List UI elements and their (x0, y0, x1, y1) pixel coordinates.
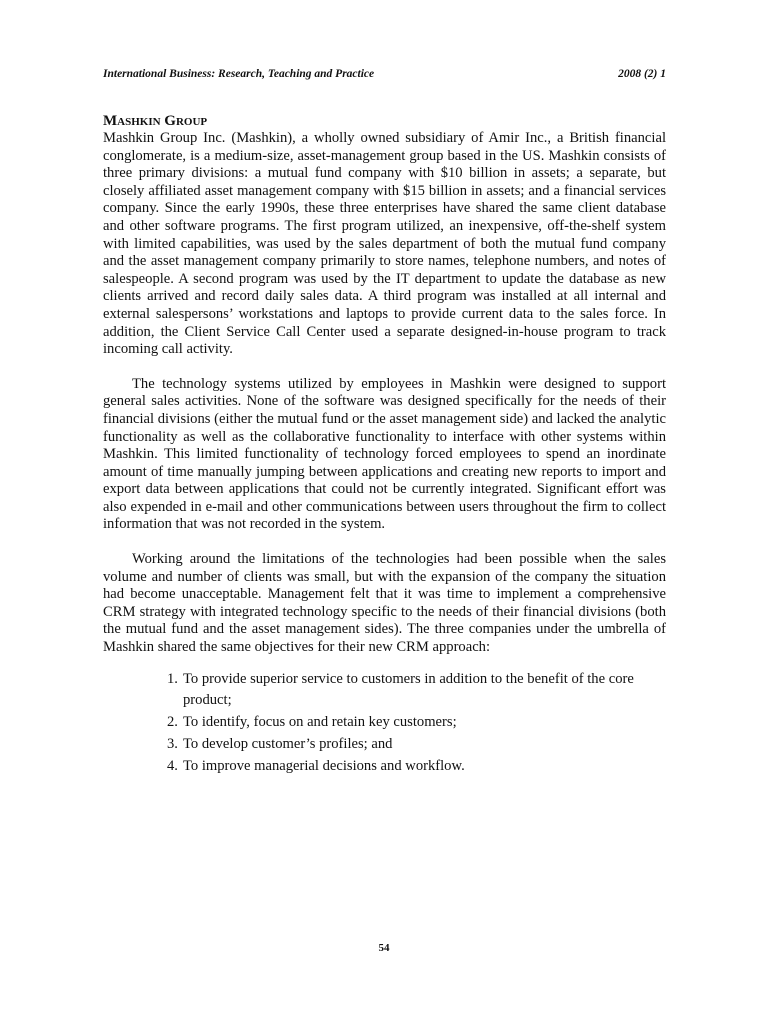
list-item-number: 2. (167, 713, 178, 730)
list-item (167, 669, 666, 711)
list-item-number: 3. (167, 735, 178, 752)
list-item-text: To improve managerial decisions and workflow. (183, 757, 465, 774)
section-title: Mashkin Group (103, 113, 208, 129)
article-body (103, 112, 666, 778)
paragraph-2: The technology systems utilized by employees in Mashkin were designed to support general sales activities. None of the software was designed specifically for the needs of their financial divisions (either the mutual fund or the asset management side) and lacked the analytic functionality as well as the collaborative functionality to interface with other systems within Mashkin. This limited functionality of technology forced employees to spend an inordinate amount of time manually jumping between applications and creating new reports to import and export data between applications that could not be currently integrated. Significant effort was also expended in e-mail and other communications between users throughout the firm to collect information that was not recorded in the system. (103, 375, 666, 533)
list-item (167, 756, 666, 777)
list-item-text: To identify, focus on and retain key customers; (183, 713, 457, 730)
paragraph-1: Mashkin Group Inc. (Mashkin), a wholly owned subsidiary of Amir Inc., a British financial conglomerate, is a medium-size, asset-management group based in the US. Mashkin consists of three primary divisions: a mutual fund company with $10 billion in assets; a separate, but closely affiliated asset management company with $15 billion in assets; and a financial services company. Since the early 1990s, these three enterprises have shared the same client database and other software programs. The first program utilized, an inexpensive, off-the-shelf system with limited capabilities, was used by the sales department of both the mutual fund company and the asset management company primarily to store names, telephone numbers, and notes of salespeople. A second program was used by the IT department to update the database as new clients arrived and record daily sales data. A third program was installed at all internal and external salespersons’ workstations and laptops to provide current data to the sales force. In addition, the Client Service Call Center used a separate designed-in-house program to track incoming call activity. (103, 130, 666, 358)
issue-number: 2008 (2) 1 (618, 68, 666, 80)
list-item-text: To develop customer’s profiles; and (183, 735, 393, 752)
list-item-text: To provide superior service to customers in addition to the benefit of the core product; (183, 670, 634, 708)
running-header (103, 68, 666, 80)
page-number: 54 (378, 942, 390, 954)
list-item (167, 734, 666, 755)
list-item-number: 1. (167, 670, 178, 687)
journal-title: International Business: Research, Teaching and Practice (103, 68, 375, 80)
list-item-number: 4. (167, 757, 178, 774)
paragraph-3: Working around the limitations of the technologies had been possible when the sales volume and number of clients was small, but with the expansion of the company the situation had become unacceptable. Management felt that it was time to implement a comprehensive CRM strategy with integrated technology specific to the needs of their financial divisions (both the mutual fund and the asset management sides). The three companies under the umbrella of Mashkin shared the same objectives for their new CRM approach: (103, 551, 666, 656)
list-item (167, 712, 666, 733)
objectives-list (103, 669, 666, 777)
